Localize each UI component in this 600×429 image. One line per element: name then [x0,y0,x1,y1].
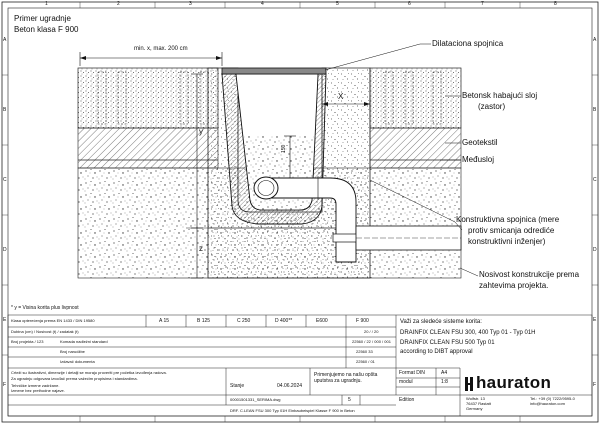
format-value: A4 [441,370,448,376]
grid-row-label: F [3,382,7,388]
dimension-x: X [338,92,344,101]
note-left4: Izmene bez prethodne najave. [11,388,65,393]
hauraton-logo: hauraton [476,373,552,392]
callout-wearing-layer: Betonsk habajući sloj [462,91,538,100]
load-class-c250: C 250 [237,318,251,324]
product-line1: DRAINFIX CLEAN FSU 300, 400 Typ 01 - Typ 01H [400,330,536,336]
product-heading: Važi za sledeće sisteme korita: [400,319,482,325]
dimension-z: z [199,244,203,253]
grid-col-label: 5 [336,1,339,7]
company-street: Wolfstr. 13 [466,396,485,401]
note-left3: Tehničke izmene zadržane. [11,383,60,388]
dimension-y: y [199,127,203,136]
note-left1: Crteži su ilustrativni, dimenzije i detalji se moraju proveriti pre početka izvođenja radova. [11,370,167,375]
grid-row-label: B [593,107,597,113]
callout-dilatation-joint: Dilataciona spojnica [432,39,504,48]
note-left2: Za ugradnju odgovara izvođač prema važećim propisima i standardima. [11,376,138,381]
tb-row4-value: 22560 33 [356,349,373,354]
company-country: Germany [466,406,483,411]
grid-row-label: F [593,382,597,388]
product-line3: according to DIBT approval [400,349,473,355]
dimension-150: 150 [281,144,287,153]
callout-wearing-layer-sub: (zastor) [478,102,506,111]
footnote: * y = Visina korita plus livpnost [11,305,79,311]
grid-row-label: C [593,177,597,183]
grid-row-label: D [3,247,7,253]
scale-value: 1:8 [441,379,448,385]
callout-geotextile: Geotekstil [462,138,498,147]
status-date: 04.06.2024 [277,383,303,389]
note-center: Primenjujemo na našu opšta uputstva za ugradnju. [314,372,378,384]
callout-interlayer: Međusloj [462,155,495,164]
grid-row-label: C [3,177,7,183]
grid-col-label: 2 [117,1,120,7]
grid-row-label: A [593,37,597,43]
hauraton-logo-mark [465,377,473,391]
load-class-e600: E600 [316,318,328,324]
status-label: Stanje [230,383,245,389]
product-line2: DRAINFIX CLEAN FSU 500 Typ 01 [400,340,495,346]
callout-constructive-joint-l2: protiv smicanja odrediće [468,226,555,235]
dimension-min-max: min. x, max. 200 cm [134,46,188,52]
callout-constructive-joint-l3: konstruktivni inženjer) [468,237,546,246]
grid-col-label: 7 [481,1,484,7]
tb-row5-label: Izdavač dokumenta [60,359,95,364]
load-class-b125: B 125 [197,318,211,324]
callout-bearing-l2: zahtevima projekta. [479,281,549,290]
grid-col-label: 1 [45,1,48,7]
tb-row2-value: 20 / / 20 [364,329,379,334]
drawing-title-line2: Beton klasa F 900 [14,25,79,34]
wearing-layer-right [370,68,461,128]
company-tel: Tel.: +39 (0) 7222/9595-0 [530,396,575,401]
callout-constructive-joint: Konstruktivna spojnica (mere [456,215,560,224]
load-class-row-label: Klasa opterećenja prema EN 1433 / DIN 19580 [11,318,95,323]
grid-col-label: 8 [554,1,557,7]
grid-col-label: 3 [189,1,192,7]
callout-bearing: Nosivost konstrukcije prema [479,270,580,279]
tb-row3-sub: Komada nadležni standard [60,339,108,344]
grid-row-label: B [3,107,7,113]
tb-row4-label: Broj narudžbe [60,349,85,354]
grid-row-label: A [3,37,7,43]
grid-col-label: 6 [408,1,411,7]
grid-row-label: D [593,247,597,253]
grid-row-label: E [3,317,7,323]
scale-label: modul [399,379,413,385]
drawing-title-full: DRF. C.LEAN FSU 300 Typ 01H Einbaubeispiel Klasse F 900 in Beton [230,408,355,413]
format-label: Format DIN [399,370,425,376]
load-class-f900: F 900 [356,318,369,324]
company-city: 76437 Rastatt [466,401,491,406]
tb-row5-value: 22560 / 01 [356,359,375,364]
drawing-title-line1: Primer ugradnje [14,14,71,23]
load-class-a15: A 15 [159,318,170,324]
tb-row3-label: Broj projekta / 123 [11,339,44,344]
grid-row-label: E [593,317,597,323]
grating [222,68,326,74]
company-mail: info@hauraton.com [530,401,565,406]
load-class-d400: D 400** [275,318,293,324]
tb-row3-value: 22560 / 22 / 000 / 001 [352,339,391,344]
file-name: 00001501331_SERIMA.dwg [230,397,281,402]
grid-col-label: 4 [261,1,264,7]
edition-label: Edition [399,397,415,403]
tb-row2-label: Dubina (cm) / Nosivost (t) / zadatak (t) [11,329,79,334]
sheet-number: 5 [348,397,351,403]
